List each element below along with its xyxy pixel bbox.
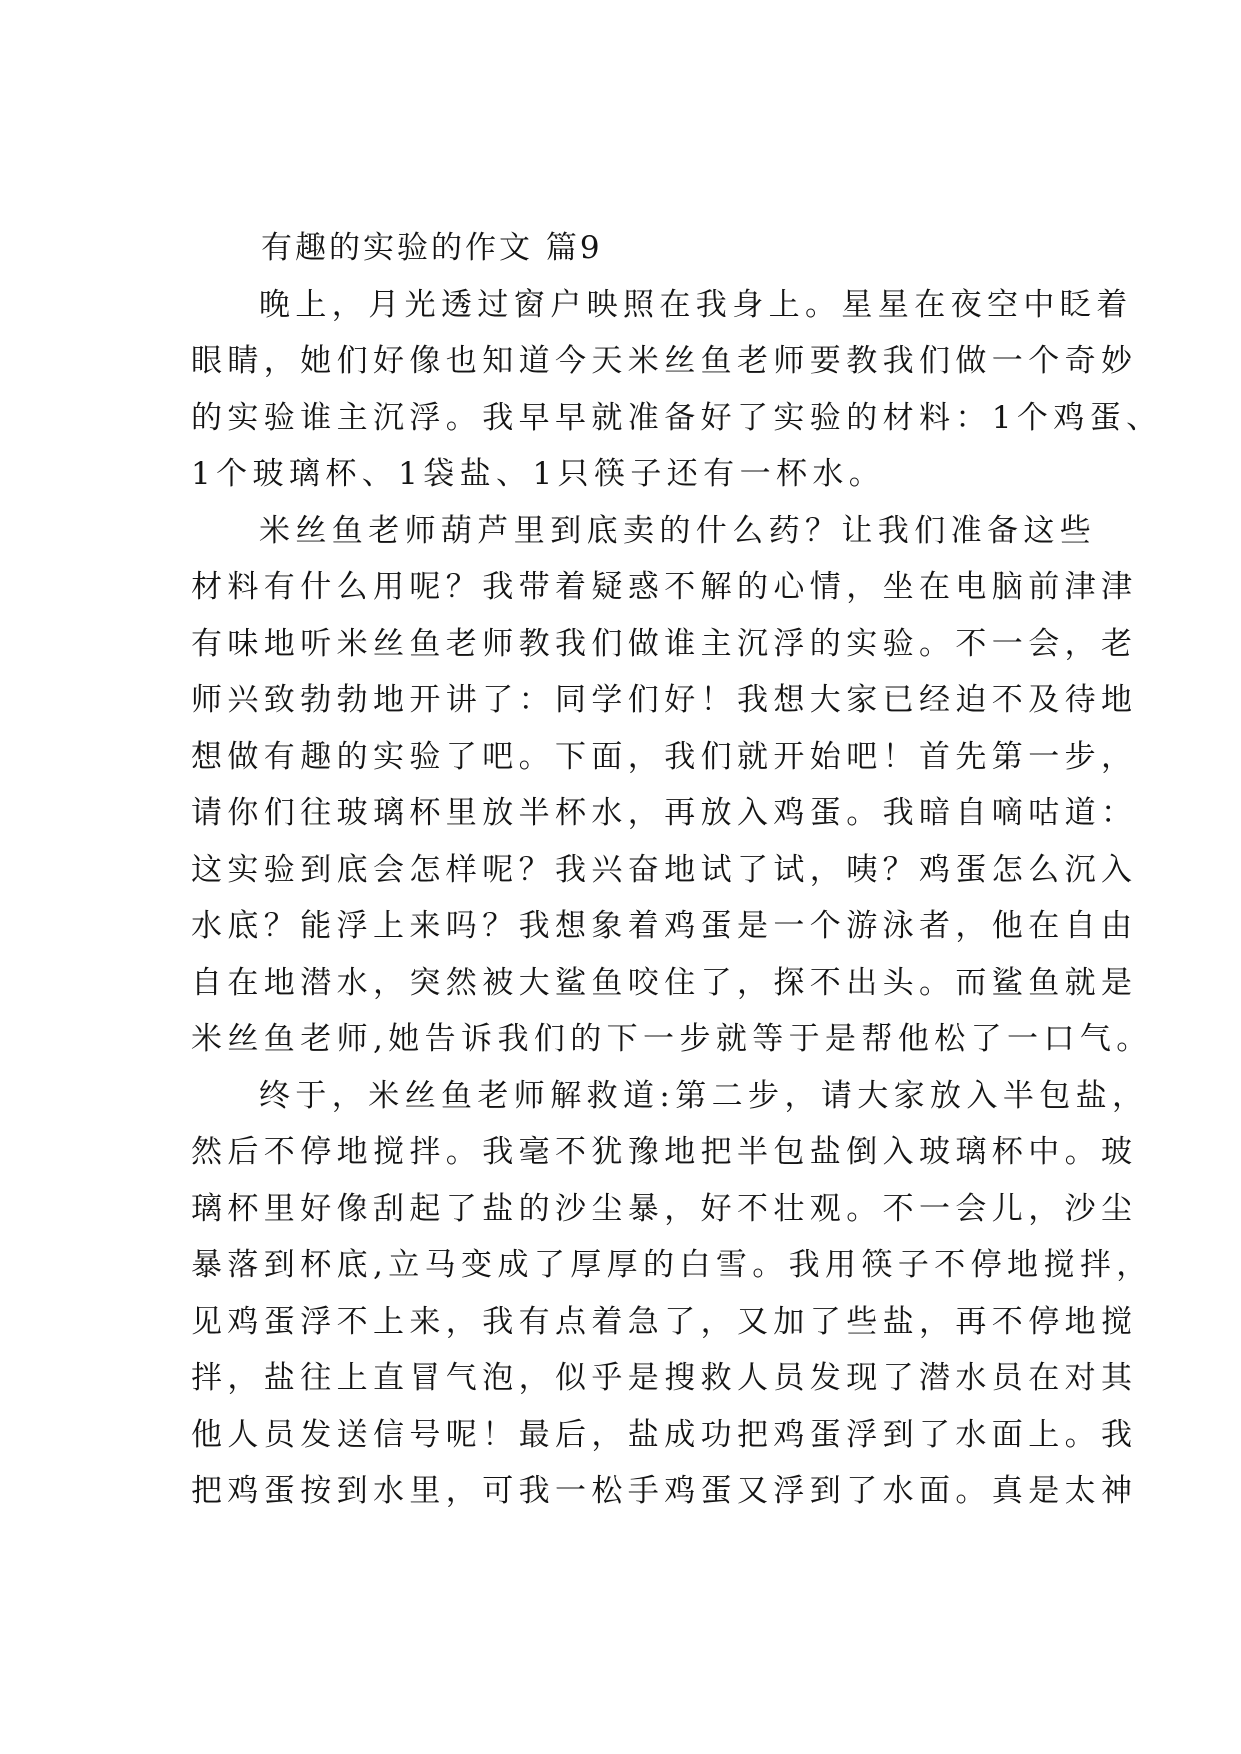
text-line: 把鸡蛋按到水里，可我一松手鸡蛋又浮到了水面。真是太神 <box>191 1473 1138 1509</box>
text-line: 见鸡蛋浮不上来，我有点着急了，又加了些盐，再不停地搅 <box>191 1303 1138 1340</box>
text-line: 米丝鱼老师葫芦里到底卖的什么药？让我们准备这些 <box>259 512 1097 549</box>
text-line: 这实验到底会怎样呢？我兴奋地试了试，咦？鸡蛋怎么沉入 <box>191 851 1138 888</box>
paragraph-3 <box>191 1068 1153 1520</box>
text-line: 他人员发送信号呢！最后，盐成功把鸡蛋浮到了水面上。我 <box>191 1416 1138 1453</box>
text-line: 师兴致勃勃地开讲了：同学们好！我想大家已经迫不及待地 <box>191 682 1138 718</box>
text-line: 暴落到杯底,立马变成了厚厚的白雪。我用筷子不停地搅拌， <box>191 1247 1153 1283</box>
text-line: 米丝鱼老师,她告诉我们的下一步就等于是帮他松了一口气。 <box>191 1021 1153 1057</box>
essay-body <box>191 220 1163 1520</box>
text-line: 终于，米丝鱼老师解救道:第二步，请大家放入半包盐， <box>259 1077 1149 1114</box>
text-line: 请你们往玻璃杯里放半杯水，再放入鸡蛋。我暗自嘀咕道： <box>191 795 1138 831</box>
text-line: 拌，盐往上直冒气泡，似乎是搜救人员发现了潜水员在对其 <box>191 1360 1138 1396</box>
text-line: 想做有趣的实验了吧。下面，我们就开始吧！首先第一步， <box>191 738 1138 775</box>
text-line: 眼睛，她们好像也知道今天米丝鱼老师要教我们做一个奇妙 <box>191 343 1138 379</box>
text-line: 材料有什么用呢？我带着疑惑不解的心情，坐在电脑前津津 <box>191 569 1138 605</box>
text-line: 自在地潜水，突然被大鲨鱼咬住了，探不出头。而鲨鱼就是 <box>191 964 1138 1001</box>
text-line: 水底？能浮上来吗？我想象着鸡蛋是一个游泳者，他在自由 <box>191 908 1138 944</box>
text-line: 然后不停地搅拌。我毫不犹豫地把半包盐倒入玻璃杯中。玻 <box>191 1134 1138 1170</box>
text-line: 的实验谁主沉浮。我早早就准备好了实验的材料：1个鸡蛋、 <box>191 399 1163 436</box>
text-line: 璃杯里好像刮起了盐的沙尘暴，好不壮观。不一会儿，沙尘 <box>191 1190 1138 1227</box>
paragraph-2 <box>191 503 1153 1068</box>
essay-title: 有趣的实验的作文 篇9 <box>261 230 603 266</box>
text-line: 有味地听米丝鱼老师教我们做谁主沉浮的实验。不一会，老 <box>191 625 1138 662</box>
text-line: 1个玻璃杯、1袋盐、1只筷子还有一杯水。 <box>191 456 886 492</box>
paragraph-1 <box>191 277 1163 503</box>
text-line: 晚上，月光透过窗户映照在我身上。星星在夜空中眨着 <box>259 286 1133 323</box>
